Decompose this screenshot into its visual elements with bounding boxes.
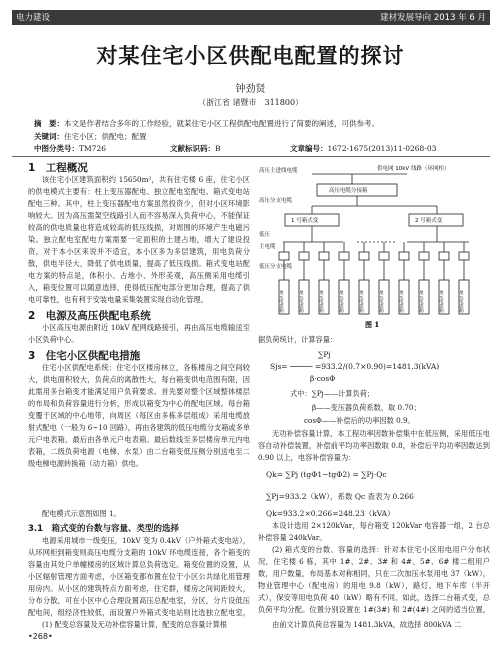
formula-2: Qk= ∑Pj (tgΦ1−tgΦ2) = ∑Pj·Qc: [266, 470, 387, 479]
unit-label-3: 单元电表箱: [318, 290, 324, 313]
where-beta: β——变压器负荷系数，取 0.70；: [312, 403, 421, 412]
section-1-heading: 1 工程概况: [28, 162, 88, 174]
section-3-text: 住宅小区供配电系统：住宅小区楼房林立，各栋楼房之间空间较大，供电面积较大，负荷点的离散性大，每台箱变供电范围有限，因此需用多台箱变才能满足用户负荷要求。首先要对整个区域整体楼层的布局和负荷容量进行分析，形成以箱变为中心的配电区域。每台箱变覆于区域的中心地带，向周区（每区由多栋多层组成）采用电缆放射式配电（一般为 6~10 回路），再由各建筑的低压电缆分支箱或多单元户电表箱，最后由各单元户电表箱。最后数线至多层楼房单元内电表箱，二级负荷电源（电梯、水泵）由二台箱变低压侧分别送电至二级电梯电源转换箱（动力箱）供电。: [28, 363, 250, 468]
unit-label-1: 单元电表箱: [278, 290, 284, 313]
unit-label-4: 单元电表箱: [338, 290, 344, 313]
journal-issue: 建材发展导向 2013 年 6 月: [380, 13, 486, 23]
section-3-1-text: 电源采用城市一级变压，10kV 变为 0.4kV（户外箱式变电站），从环网柜到箱变则高压电缆分支箱的 10kV 环电缆连接，各个箱变的容量由其处户单幢楼房的区域计算总负荷选定。箱变位置的设置，从小区辐射管理方面考虑，小区箱变都布置在位于小区公共绿化用管理用房内。从小区的建筑特点方面考虑，住宅群，楼房之间间距较大，分布分散，可在小区中心合理设置高压总配电室，分区，分片设低压配电间，组经济性较低，而设置户外箱式变电站则比选独立配电室，: [28, 536, 250, 617]
article-no: [290, 143, 436, 154]
abstract-label: 摘 要：: [34, 119, 64, 128]
paper-title: 对某住宅小区供配电配置的探讨: [96, 44, 405, 68]
section-3-1-item: (1) 配变总容量及无功补偿容量计算，配变的总容量计算根: [42, 620, 227, 629]
label-lv: 低压: [259, 232, 271, 238]
label-main-cable: 主电缆: [259, 244, 276, 250]
article-no-label: 文章编号：: [290, 144, 328, 153]
label-hv-switch: 高压电缆分接箱: [329, 188, 368, 194]
abstract: [34, 118, 379, 129]
unit-label-6: 单元电表箱: [378, 290, 384, 313]
box-selection-text: (2) 箱式变的台数、容量的选择：针对本住宅小区用电用户分布状况，住宅楼 6 栋，其中 1#、2#、3# 和 4#、5#、6# 楼二组用户数，用户数量，布局基本对称相同，只在二次加压水泵用电 37（kW），物业管理中心（配电房）的用电 9.8（kW），路灯、地下车库（半开式），保安等用电负荷 40（kW）略有不同。如此，选择二台箱式变，总负荷平均分配。位置分别设置在 1#(3#) 和 2#(4#) 之间的适当位置，: [258, 545, 490, 614]
unit-label-10: 单元电表箱: [458, 290, 464, 313]
formula-1-denominator: β·cosΦ: [310, 374, 336, 383]
label-box2: 2 号箱式变: [415, 218, 443, 224]
branch-links: [284, 242, 464, 280]
section-2-text: 小区高压电源由附近 10kV 配网线路接引，再由高压电缆输送至小区负荷中心。: [28, 323, 250, 344]
unit-label-5: 单元电表箱: [358, 290, 364, 313]
keywords-label: 关键词：: [34, 132, 64, 141]
doc-code: [170, 143, 221, 154]
label-feeder: 供电网 10kV 线路（环网柜）: [377, 166, 450, 172]
section-1-text: 该住宅小区建筑面积约 15650m²，共有住宅楼 6 座，住宅小区的供电模式主要有：柱上变压器配电、独立配电室配电、箱式变电站配电三种。其中，柱上变压器配电方案虽然投资少，但对小区环境影响较大。因为高压需架空线路引入而不容易深入负荷中心，不能保证较高的供电质量也将造成较高的低压线损，对周围的环境产生电磁污染。独立配电室配电方案需要一定面积的土建占地，增大了建设投资，对于本小区来说并不适宜，本小区多为多层建筑，用电负荷分散，供电半径大，降低了供电质量，提高了低压线损。箱式变电站配电方案的特点是，体积小、占地小、外形美观，高压侧采用电缆引入，箱变位置可以随意选择，使得低压配电部分更加合理，提高了供电可靠性，也有利于安装电量采集装置实现自动化管理。: [28, 175, 250, 304]
label-hv-main: 高压主进线电缆: [259, 168, 298, 174]
unit-label-7: 单元电表箱: [398, 290, 404, 313]
formula-1-numerator: ∑Pj: [318, 350, 331, 359]
formula-1: Sjs= ───── =933.2/(0.7×0.90)=1481.3(kVA): [270, 362, 440, 371]
affiliation: （浙江省 诸暨市 311800）: [197, 98, 304, 107]
keywords-text: 住宅小区；供配电；配置: [64, 132, 147, 141]
journal-section: 电力建设: [16, 13, 51, 23]
where-sum: 式中：∑Pj——计算负荷；: [290, 389, 375, 398]
capacity-text: 由前文计算负荷总容量为 1481.3kVA，故选择 800kVA 二: [272, 620, 462, 629]
section-3-note: 配电模式示意图如图 1。: [42, 509, 121, 518]
label-hv-branch: 高压分支电缆: [259, 198, 293, 204]
clc-value: TM726: [79, 144, 106, 153]
unit-labels: [279, 289, 464, 314]
formula-3: ∑Pj=933.2（kW），系数 Qc 查表为 0.266: [266, 492, 414, 501]
unit-label-2: 单元电表箱: [298, 290, 304, 313]
figure-1: [257, 162, 492, 330]
branch-boxes: [279, 252, 469, 260]
section-3-1-heading: 3.1 箱式变的台数与容量、类型的选择: [28, 524, 180, 534]
header-bar: [12, 10, 490, 25]
clc-label: 中图分类号：: [34, 144, 79, 153]
section-2-heading: 2 电源及高压供配电系统: [28, 310, 151, 322]
distribution-diagram: [257, 162, 492, 330]
figure-caption: 图 1: [365, 320, 380, 329]
formula-4: Qk=933.2×0.266=248.23（kVA）: [266, 509, 395, 518]
capacitor-text: 本设计选用 2×120kVar，每台箱变 120kVar 电容器一组，2 台总补偿容量 240kVar。: [258, 521, 490, 542]
clc: [34, 143, 106, 154]
where-cos: cosΦ——补偿后的功率因数 0.9。: [304, 416, 415, 425]
unit-label-9: 单元电表箱: [438, 290, 444, 313]
author: 钟劲贤: [235, 84, 266, 95]
doc-code-label: 文献标识码：: [170, 144, 215, 153]
label-lv-branch: 低压分支电缆: [259, 264, 293, 270]
section-3-heading: 3 住宅小区供配电措施: [28, 350, 141, 362]
label-box1: 1 号箱式变: [291, 218, 319, 224]
page-number: •268•: [28, 632, 53, 641]
divider: [12, 156, 490, 157]
keywords: [34, 131, 147, 142]
abstract-text: 本文是作者结合多年的工作经验，就某住宅小区工程供配电配置进行了简要的阐述，可供参考。: [64, 119, 379, 128]
doc-code-value: B: [215, 144, 221, 153]
article-no-value: 1672-1675(2013)11-0268-03: [327, 144, 437, 153]
calc-intro: 据负荷统计，计算容量：: [258, 335, 338, 344]
compensation-text: 无功补偿容量计算，本工程功率因数补偿集中在低压侧，采用低压电容自动补偿装置，补偿前平均功率因数取 0.8，补偿后平均功率因数达到 0.90 以上，电容补偿容量为：: [258, 429, 490, 462]
unit-label-8: 单元电表箱: [418, 290, 424, 313]
